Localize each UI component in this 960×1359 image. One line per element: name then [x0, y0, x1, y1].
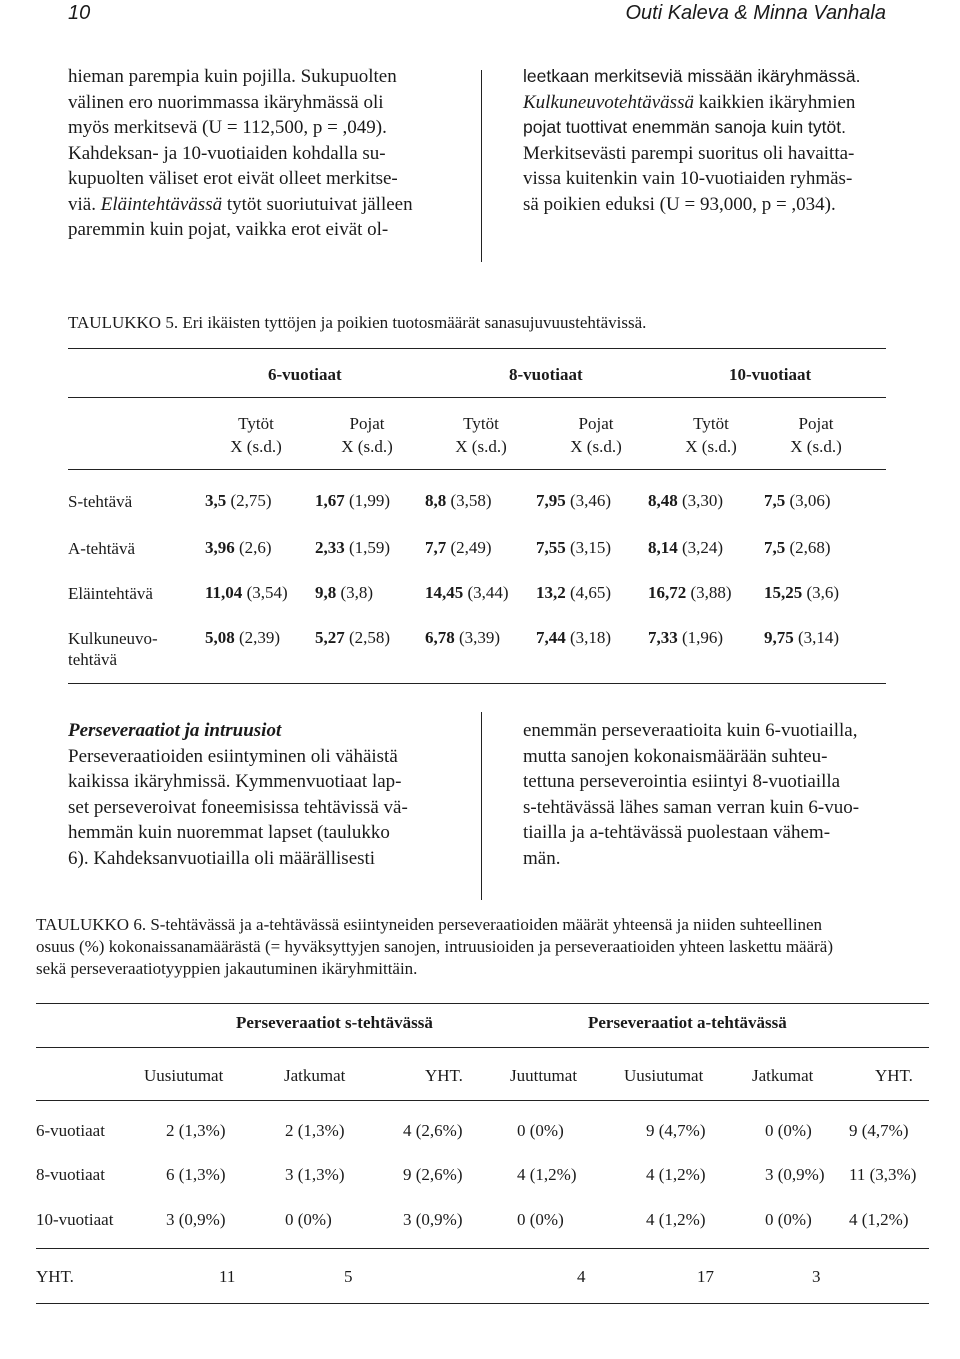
table6-cell: 2 (1,3%): [285, 1121, 345, 1140]
table6-total-cell: 17: [697, 1267, 714, 1286]
text-line: sä poikien eduksi (U = 93,000, p = ,034).: [523, 193, 836, 215]
table6-subheader: YHT.: [875, 1066, 913, 1085]
table5-rule-top: [68, 348, 886, 349]
text-line: s-tehtävässä lähes saman verran kuin 6-vuo-: [523, 796, 860, 818]
table5-row-label: Eläintehtävä: [68, 584, 153, 603]
table5-group-6: 6-vuotiaat: [268, 365, 342, 384]
text-line: set perseveroivat foneemisissa tehtävissä vä-: [68, 796, 408, 818]
table5-cell: 15,25 (3,6): [764, 583, 840, 602]
text-line: mutta sanojen kokonaismäärään suhteu-: [523, 745, 828, 767]
table6-group-a: Perseveraatiot a-tehtävässä: [588, 1013, 787, 1032]
page-number: 10: [68, 2, 91, 24]
table6-cell: 4 (1,2%): [646, 1210, 706, 1229]
column-divider: [481, 712, 482, 900]
table6-row-label: 6-vuotiaat: [36, 1121, 105, 1140]
table6-total-cell: 3: [812, 1267, 821, 1286]
text-line: paremmin kuin pojat, vaikka erot eivät ol-: [68, 219, 389, 240]
table5-sub-gender: Tytöt: [463, 414, 499, 433]
table5-cell: 5,08 (2,39): [205, 628, 281, 647]
text-line: Kahdeksan- ja 10-vuotiaiden kohdalla su-: [68, 142, 386, 164]
table6-cell: 4 (1,2%): [849, 1210, 909, 1229]
table6-cell: 4 (1,2%): [646, 1165, 706, 1184]
table5-cell: 8,14 (3,24): [648, 538, 724, 557]
table6-total-label: YHT.: [36, 1267, 74, 1286]
table5-sub-stat: X (s.d.): [570, 437, 622, 456]
table5-cell: 7,5 (3,06): [764, 491, 831, 510]
table6-cell: 3 (1,3%): [285, 1165, 345, 1184]
text-line: hieman parempia kuin pojilla. Sukupuolten: [68, 66, 397, 87]
table5-cell: 7,7 (2,49): [425, 538, 492, 557]
table6-subheader: Jatkumat: [284, 1066, 346, 1085]
text-line: leetkaan merkitseviä missään ikäryhmässä.: [523, 66, 861, 86]
text-line: tiailla ja a-tehtävässä puolestaan vähem-: [523, 822, 831, 843]
body-text-right-top: [523, 64, 861, 217]
text-line: kupuolten väliset erot eivät olleet merkitse-: [68, 168, 398, 189]
running-head: Outi Kaleva & Minna Vanhala: [625, 2, 886, 24]
table5-cell: 16,72 (3,88): [648, 583, 732, 602]
table5-rule-bottom: [68, 683, 886, 684]
text-line: 6). Kahdeksanvuotiailla oli määrällisesti: [68, 847, 376, 869]
table5-cell: 9,8 (3,8): [315, 583, 374, 602]
table6-rule-rows: [36, 1248, 929, 1249]
text-line: myös merkitsevä (U = 112,500, p = ,049).: [68, 117, 387, 138]
text-line: pojat tuottivat enemmän sanoja kuin tytöt.: [523, 117, 846, 137]
table6-total-cell: 4: [577, 1267, 586, 1286]
table5-cell: 6,78 (3,39): [425, 628, 501, 647]
table6-rule-groups: [36, 1047, 929, 1048]
table5-sub-stat: X (s.d.): [685, 437, 737, 456]
table6-subheader: Jatkumat: [752, 1066, 814, 1085]
column-divider: [481, 70, 482, 262]
table6-cell: 6 (1,3%): [166, 1165, 226, 1184]
table5-row-label: Kulkuneuvo- tehtävä: [68, 629, 158, 669]
text-line: hemmän kuin nuoremmat lapset (taulukko: [68, 822, 390, 843]
table6-rule-top: [36, 1003, 929, 1004]
table6-row-label: 8-vuotiaat: [36, 1165, 105, 1184]
body-text-right-bottom: [523, 718, 859, 871]
text-line: Perseveraatioiden esiintyminen oli vähäistä: [68, 745, 398, 767]
text-line: enemmän perseveraatioita kuin 6-vuotiailla,: [523, 720, 858, 741]
table5-sub-stat: X (s.d.): [455, 437, 507, 456]
body-text-left-top: [68, 64, 413, 243]
table5-cell: 9,75 (3,14): [764, 628, 840, 647]
table6-row-label: 10-vuotiaat: [36, 1210, 114, 1229]
table6-subheader: Uusiutumat: [624, 1066, 704, 1085]
table6-cell: 4 (1,2%): [517, 1165, 577, 1184]
table6-cell: 0 (0%): [517, 1121, 564, 1140]
text-line: välinen ero nuorimmassa ikäryhmässä oli: [68, 91, 384, 113]
table5-cell: 7,5 (2,68): [764, 538, 831, 557]
table5-sub-stat: X (s.d.): [341, 437, 393, 456]
table5-cell: 7,44 (3,18): [536, 628, 612, 647]
table5-cell: 7,55 (3,15): [536, 538, 612, 557]
table6-subheader: YHT.: [425, 1066, 463, 1085]
table6-subheader: Juuttumat: [510, 1066, 578, 1085]
table5-cell: 13,2 (4,65): [536, 583, 612, 602]
table6-cell: 9 (4,7%): [849, 1121, 909, 1140]
table5-cell: 8,8 (3,58): [425, 491, 492, 510]
table6-cell: 0 (0%): [765, 1121, 812, 1140]
table6-total-cell: 5: [344, 1267, 353, 1286]
section-heading: Perseveraatiot ja intruusiot: [68, 720, 282, 741]
table5-cell: 2,33 (1,59): [315, 538, 391, 557]
table5-cell: 5,27 (2,58): [315, 628, 391, 647]
table6-rule-bottom: [36, 1303, 929, 1304]
table6-subheader: Uusiutumat: [144, 1066, 224, 1085]
table6-cell: 0 (0%): [285, 1210, 332, 1229]
table5-sub-stat: X (s.d.): [790, 437, 842, 456]
table5-cell: 11,04 (3,54): [205, 583, 288, 602]
table5-rule-header: [68, 469, 886, 470]
table6-cell: 3 (0,9%): [765, 1165, 825, 1184]
table6-cell: 2 (1,3%): [166, 1121, 226, 1140]
table5-sub-gender: Pojat: [349, 414, 385, 433]
table5-rule-groups: [68, 397, 886, 398]
table6-cell: 3 (0,9%): [166, 1210, 226, 1229]
text-line: tettuna perseverointia esiintyi 8-vuotiailla: [523, 771, 841, 792]
table5-cell: 7,33 (1,96): [648, 628, 724, 647]
table6-cell: 0 (0%): [765, 1210, 812, 1229]
table6-group-s: Perseveraatiot s-tehtävässä: [236, 1013, 433, 1032]
table5-cell: 7,95 (3,46): [536, 491, 612, 510]
table6-rule-header: [36, 1100, 929, 1101]
table5-row-label: S-tehtävä: [68, 492, 133, 511]
table5-cell: 3,5 (2,75): [205, 491, 272, 510]
table6-cell: 0 (0%): [517, 1210, 564, 1229]
table5-caption: TAULUKKO 5. Eri ikäisten tyttöjen ja poikien tuotosmäärät sanasujuvuustehtävissä.: [68, 313, 647, 332]
table5-sub-gender: Tytöt: [693, 414, 729, 433]
table5-sub-stat: X (s.d.): [230, 437, 282, 456]
text-line: Kulkuneuvotehtävässä kaikkien ikäryhmien: [523, 91, 856, 113]
table5-cell: 1,67 (1,99): [315, 491, 391, 510]
text-line: Merkitsevästi parempi suoritus oli havaitta-: [523, 142, 855, 164]
table5-cell: 3,96 (2,6): [205, 538, 272, 557]
table6-cell: 9 (2,6%): [403, 1165, 463, 1184]
table5-cell: 8,48 (3,30): [648, 491, 724, 510]
table5-group-8: 8-vuotiaat: [509, 365, 583, 384]
table5-sub-gender: Tytöt: [238, 414, 274, 433]
table5-sub-gender: Pojat: [578, 414, 614, 433]
text-line: kaikissa ikäryhmissä. Kymmenvuotiaat lap-: [68, 771, 402, 792]
table5-row-label: A-tehtävä: [68, 539, 136, 558]
table6-total-cell: 11: [219, 1267, 236, 1286]
text-line: viä. Eläintehtävässä tytöt suoriutuivat jälleen: [68, 193, 413, 215]
table6-cell: 9 (4,7%): [646, 1121, 706, 1140]
body-text-left-bottom: [68, 718, 408, 871]
table6-caption: TAULUKKO 6. S-tehtävässä ja a-tehtävässä esiintyneiden perseveraatioiden määrät yhteensä ja niiden suhteellinen osuus (%) kokonaissanamäärästä (= hyväksyttyjen sanojen, intruusioiden ja perseveraatioiden yhteen laskettu määrä) sekä perseveraatiotyyppien jakautuminen ikäryhmittäin.: [36, 915, 833, 978]
text-line: vissa kuitenkin vain 10-vuotiaiden ryhmäs-: [523, 168, 853, 189]
table6-cell: 4 (2,6%): [403, 1121, 463, 1140]
table6-cell: 3 (0,9%): [403, 1210, 463, 1229]
table5-cell: 14,45 (3,44): [425, 583, 509, 602]
table5-sub-gender: Pojat: [798, 414, 834, 433]
table5-group-10: 10-vuotiaat: [729, 365, 812, 384]
text-line: män.: [523, 847, 561, 869]
table6-cell: 11 (3,3%): [849, 1165, 917, 1184]
